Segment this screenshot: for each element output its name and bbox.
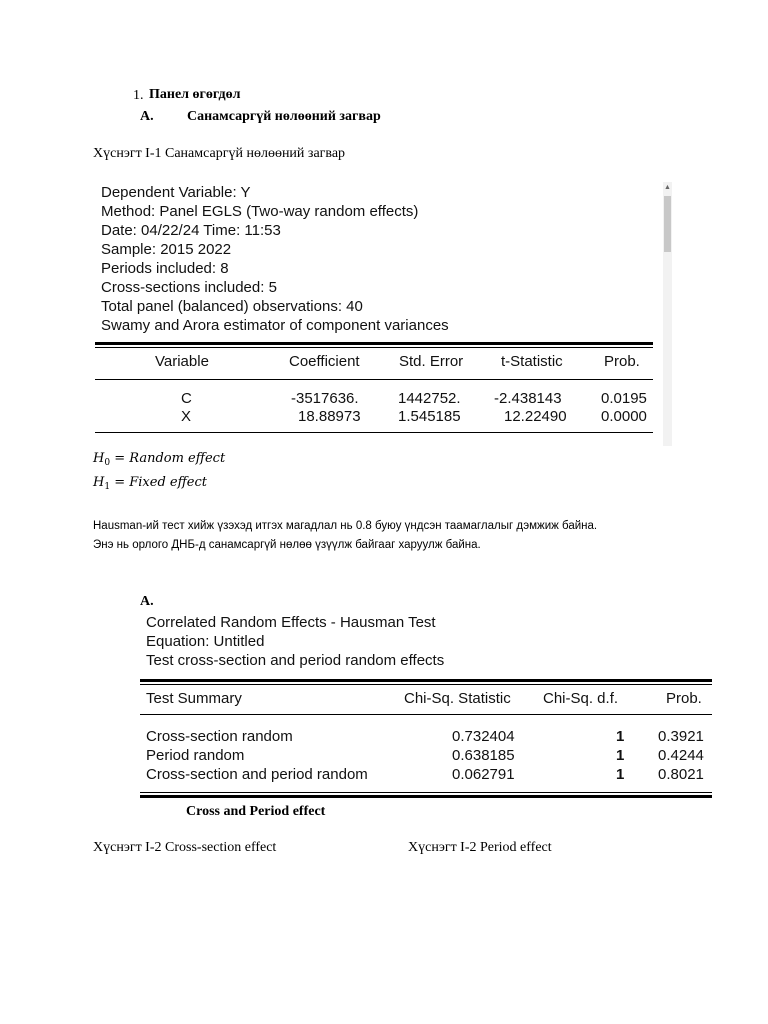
random-effects-output bbox=[93, 178, 675, 450]
table-cell: Period random bbox=[146, 747, 245, 764]
scroll-up-icon[interactable]: ▲ bbox=[664, 183, 671, 191]
table-cell: 0.062791 bbox=[452, 766, 515, 783]
column-header: Std. Error bbox=[399, 353, 464, 370]
output-header-line: Equation: Untitled bbox=[146, 633, 265, 650]
column-header: Test Summary bbox=[146, 690, 242, 707]
output-header-line: Cross-sections included: 5 bbox=[101, 279, 277, 296]
output-header-line: Date: 04/22/24 Time: 11:53 bbox=[101, 222, 281, 239]
column-header: t-Statistic bbox=[501, 353, 563, 370]
table-rule bbox=[140, 714, 712, 715]
scrollbar-thumb[interactable] bbox=[664, 196, 671, 252]
column-header: Prob. bbox=[604, 353, 640, 370]
table-rule-double bbox=[140, 679, 712, 682]
output-header-line: Swamy and Arora estimator of component variances bbox=[101, 317, 449, 334]
table-cell: 0.0195 bbox=[601, 390, 647, 407]
table-cell: 1442752. bbox=[398, 390, 461, 407]
table-cell: Cross-section random bbox=[146, 728, 293, 745]
table-cell: 12.22490 bbox=[504, 408, 567, 425]
table-caption: Хүснэгт I-2 Period effect bbox=[408, 840, 552, 855]
subsection-letter: A. bbox=[140, 594, 154, 609]
vertical-scrollbar[interactable] bbox=[663, 182, 672, 446]
table-rule-double bbox=[140, 795, 712, 798]
table-rule bbox=[95, 379, 653, 380]
paragraph-line: Энэ нь орлого ДНБ-д санамсаргүй нөлөө үзүүлж байгааг харуулж байна. bbox=[93, 539, 481, 551]
output-header-line: Test cross-section and period random effects bbox=[146, 652, 445, 669]
column-header: Chi-Sq. Statistic bbox=[404, 690, 511, 707]
table-cell: X bbox=[181, 408, 192, 425]
subsection-title: Санамсаргүй нөлөөний загвар bbox=[187, 109, 381, 124]
table-cell: -3517636. bbox=[291, 390, 359, 407]
table-cell: Cross-section and period random bbox=[146, 766, 368, 783]
table-cell: 0.8021 bbox=[658, 766, 704, 783]
table-rule bbox=[95, 347, 653, 348]
table-cell: 0.3921 bbox=[658, 728, 704, 745]
table-cell: 1.545185 bbox=[398, 408, 461, 425]
table-cell: 18.88973 bbox=[298, 408, 361, 425]
table-cell: C bbox=[181, 390, 192, 407]
table-caption: Хүснэгт I-2 Cross-section effect bbox=[93, 840, 277, 855]
table-cell: 0.4244 bbox=[658, 747, 704, 764]
hausman-test-output bbox=[138, 610, 718, 800]
section-number: 1. bbox=[133, 88, 144, 103]
output-header-line: Dependent Variable: Y bbox=[101, 184, 251, 201]
hypothesis-alternative: $H_1$ = Fixed effect bbox=[93, 475, 208, 492]
subsection-title: Cross and Period effect bbox=[186, 804, 326, 819]
output-header-line: Method: Panel EGLS (Two-way random effects) bbox=[101, 203, 419, 220]
column-header: Variable bbox=[155, 353, 209, 370]
column-header: Prob. bbox=[666, 690, 702, 707]
hypothesis-null: $H_0$ = Random effect bbox=[93, 451, 226, 468]
column-header: Chi-Sq. d.f. bbox=[543, 690, 619, 707]
paragraph-line: Hausman-ий тест хийж үзэхэд итгэх магадлал нь 0.8 буюу үндсэн таамаглалыг дэмжиж байна. bbox=[93, 520, 598, 532]
table-rule-double bbox=[95, 342, 653, 345]
table-cell: 0.0000 bbox=[601, 408, 647, 425]
output-header-line: Sample: 2015 2022 bbox=[101, 241, 232, 258]
table-cell: 1 bbox=[616, 728, 625, 745]
output-header-line: Total panel (balanced) observations: 40 bbox=[101, 298, 363, 315]
subsection-letter: A. bbox=[140, 109, 154, 124]
table-cell: 0.732404 bbox=[452, 728, 515, 745]
table-rule bbox=[140, 684, 712, 685]
table-rule bbox=[95, 432, 653, 433]
table-cell: -2.438143 bbox=[494, 390, 562, 407]
section-title: Панел өгөгдөл bbox=[149, 87, 241, 102]
interpretation-paragraph bbox=[93, 517, 713, 555]
table-caption: Хүснэгт I-1 Санамсаргүй нөлөөний загвар bbox=[93, 146, 346, 161]
output-header-line: Correlated Random Effects - Hausman Test bbox=[146, 614, 436, 631]
column-header: Coefficient bbox=[289, 353, 360, 370]
table-cell: 1 bbox=[616, 766, 625, 783]
output-header-line: Periods included: 8 bbox=[101, 260, 229, 277]
table-cell: 0.638185 bbox=[452, 747, 515, 764]
table-cell: 1 bbox=[616, 747, 625, 764]
table-rule bbox=[140, 792, 712, 793]
